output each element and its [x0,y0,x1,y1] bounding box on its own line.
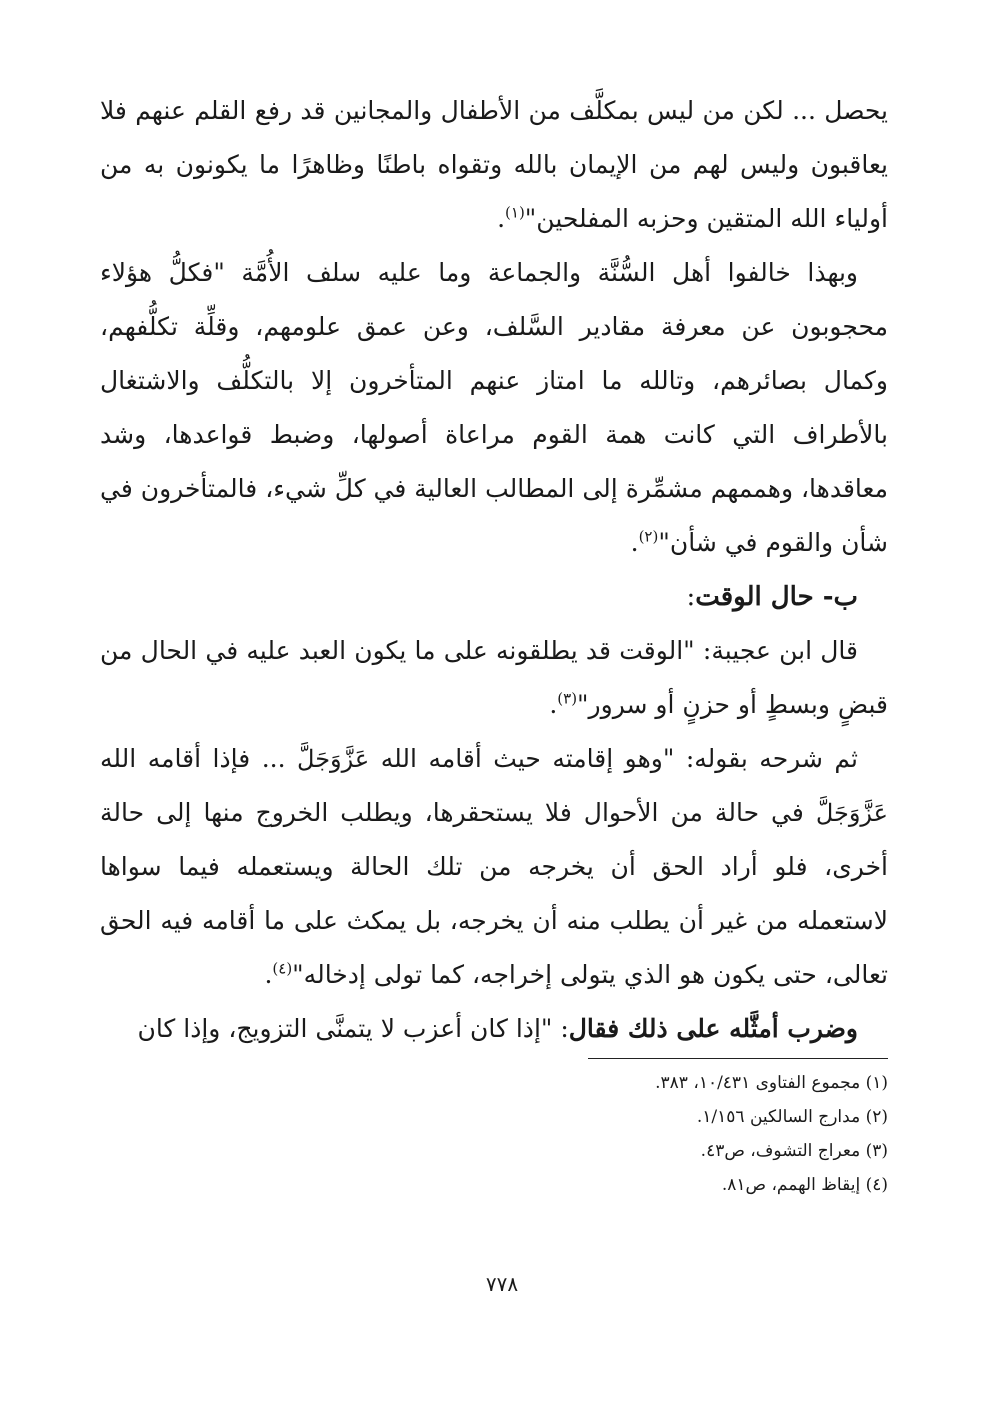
paragraph-4-text-b: ... فإذا أقامه الله [100,744,298,773]
section-heading [100,570,888,624]
footnote-3: (٣) معراج التشوف، ص٤٣. [700,1141,888,1161]
paragraph-1-text: يحصل ... لكن من ليس بمكلَّف من الأطفال والمجانين قد رفع القلم عنهم فلا يعاقبون وليس لهم من الإيمان بالله وتقواه باطنًا وظاهرًا ما يكونون به من أولياء الله المتقين وحزبه المفلحين" [100,96,888,233]
main-text [100,84,888,1056]
footnote-1: (١) مجموع الفتاوى ١٠/٤٣١، ٣٨٣. [655,1073,888,1093]
paragraph-1 [100,84,888,246]
paragraph-3-end: . [549,690,558,719]
paragraph-5-text: : "إذا كان أعزب لا يتمنَّى التزويج، وإذا كان [137,1014,569,1043]
paragraph-4-text-c: في حالة من الأحوال فلا يستحقرها، ويطلب الخروج منها إلى حالة أخرى، فلو أراد الحق أن يخرجه من تلك الحالة ويستعمله فيما سواها لاستعمله من غير أن يطلب منه أن يخرجه، بل يمكث على ما أقامه فيه الحق تعالى، حتى يكون هو الذي يتولى إخراجه، كما تولى إدخاله" [100,798,888,989]
paragraph-2-text: وبهذا خالفوا أهل السُّنَّة والجماعة وما عليه سلف الأُمَّة "فكلُّ هؤلاء محجوبون عن معرفة مقادير السَّلف، وعن عمق علومهم، وقلِّة تكلُّفهم، وكمال بصائرهم، وتالله ما امتاز عنهم المتأخرون إلا بالتكلُّف والاشتغال بالأطراف التي كانت همة القوم مراعاة أصولها، وضبط قواعدها، وشد معاقدها، وهممهم مشمِّرة إلى المطالب العالية في كلِّ شيء، فالمتأخرون في شأن والقوم في شأن" [100,258,888,557]
footnote-ref-1[interactable]: (١) [505,203,525,222]
paragraph-5-bold-lead: وضرب أمثَّله على ذلك فقال [568,1014,858,1043]
paragraph-5 [100,1002,888,1056]
footnote-divider [588,1058,888,1059]
section-heading-text: ب- حال الوقت [695,582,858,612]
paragraph-4 [100,732,888,1002]
paragraph-3-text: قال ابن عجيبة: "الوقت قد يطلقونه على ما يكون العبد عليه في الحال من قبضٍ وبسطٍ أو حزنٍ أو سرور" [100,636,888,719]
honorific-2: عَزَّوَجَلَّ [815,799,888,827]
footnote-4: (٤) إيقاظ الهمم، ص٨١. [721,1175,888,1195]
footnotes [388,1066,888,1202]
paragraph-1-end: . [497,204,506,233]
section-heading-colon: : [686,582,696,612]
page-number: ٧٧٨ [485,1272,519,1296]
page-body [100,84,888,1056]
footnote-ref-2[interactable]: (٢) [638,527,659,546]
paragraph-4-end: . [264,960,273,989]
honorific-1: عَزَّوَجَلَّ [297,745,370,773]
footnote-2: (٢) مدارج السالكين ١/١٥٦. [696,1107,888,1127]
paragraph-4-text-a: ثم شرحه بقوله: "وهو إقامته حيث أقامه الله [369,744,858,773]
paragraph-3 [100,624,888,732]
footnote-ref-3[interactable]: (٣) [557,689,578,708]
paragraph-2 [100,246,888,570]
footnote-ref-4[interactable]: (٤) [272,959,293,978]
paragraph-2-end: . [630,528,639,557]
